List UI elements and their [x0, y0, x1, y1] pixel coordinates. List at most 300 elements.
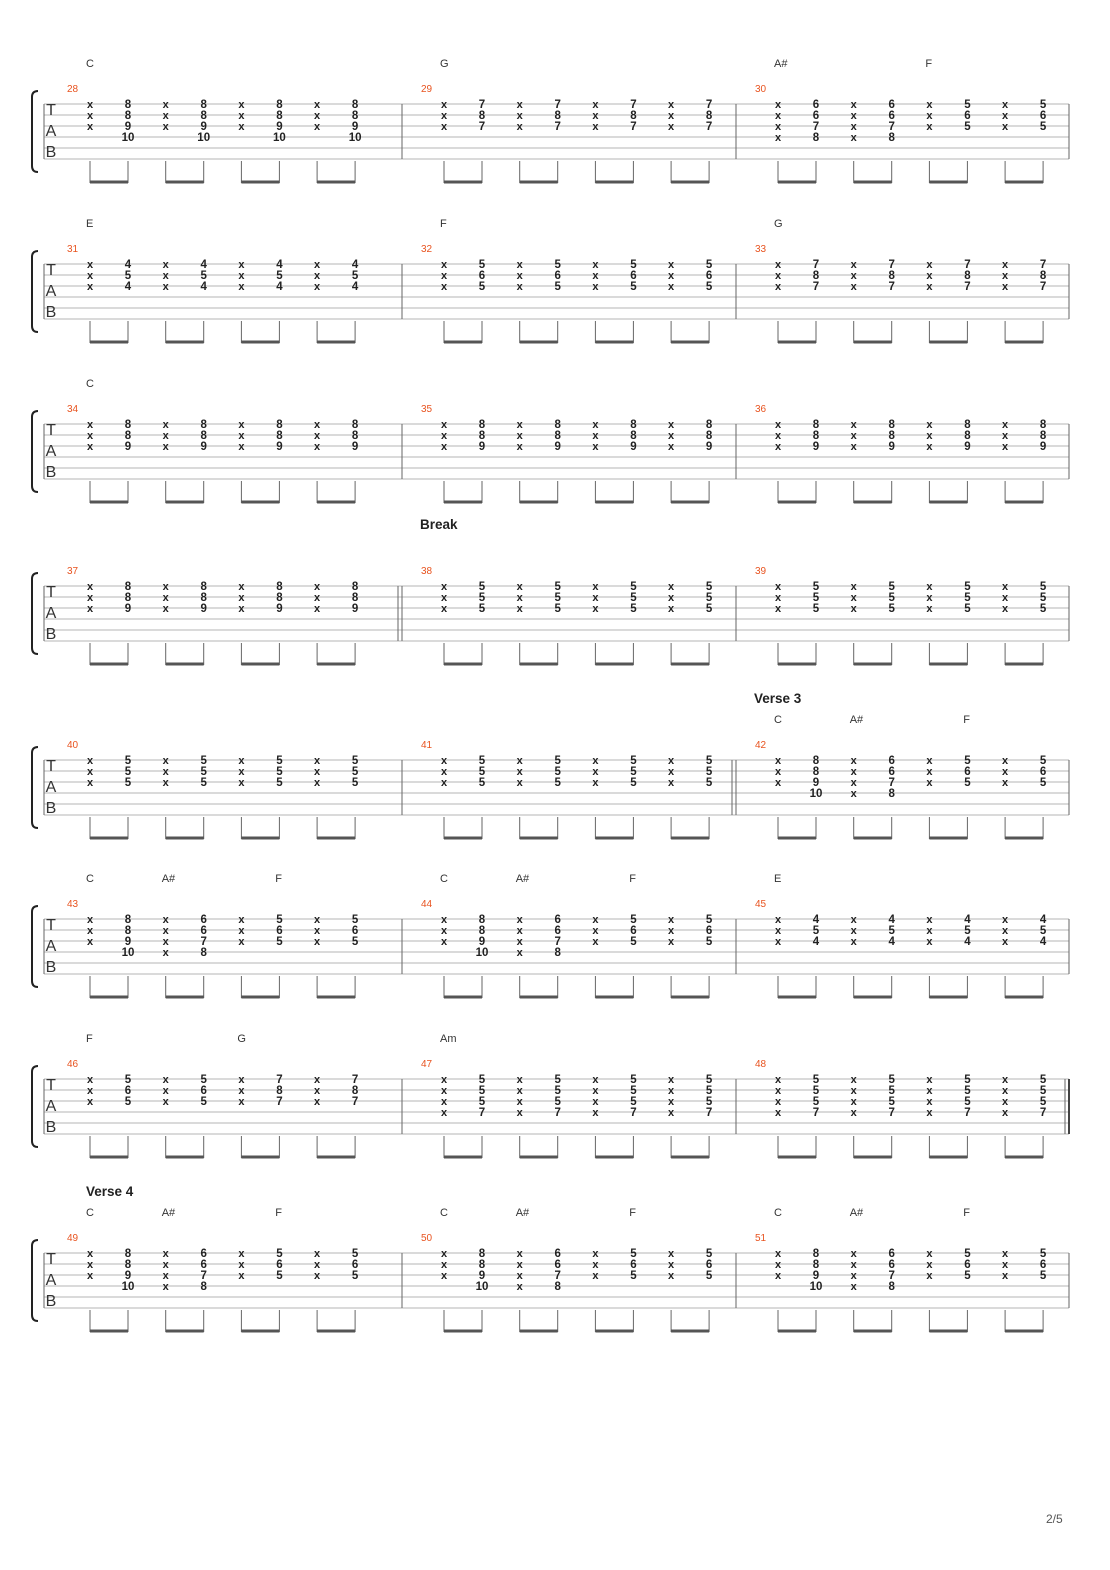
fret-number: 8 — [812, 430, 820, 442]
fret-number: 5 — [812, 1085, 820, 1097]
fret-number: 8 — [200, 1281, 207, 1293]
fret-number: 5 — [888, 592, 895, 604]
fret-number: 8 — [276, 419, 283, 431]
muted-note: x — [162, 99, 169, 111]
fret-number: 10 — [809, 788, 823, 800]
muted-note: x — [592, 281, 599, 293]
fret-number: 5 — [554, 592, 561, 604]
muted-note: x — [1002, 914, 1009, 926]
fret-number: 5 — [200, 270, 207, 282]
muted-note: x — [850, 430, 857, 442]
muted-note: x — [516, 281, 523, 293]
fret-number: 9 — [276, 121, 283, 133]
muted-note: x — [592, 581, 599, 593]
fret-number: 5 — [1039, 1248, 1047, 1260]
muted-note: x — [926, 270, 933, 282]
fret-number: 8 — [200, 110, 207, 122]
measure-number: 37 — [67, 566, 79, 577]
fret-number: 10 — [348, 132, 362, 144]
muted-note: x — [86, 419, 94, 431]
fret-number: 7 — [964, 1107, 971, 1119]
measure-number: 31 — [67, 244, 79, 255]
muted-note: x — [668, 777, 675, 789]
fret-number: 5 — [812, 925, 820, 937]
fret-number: 5 — [478, 777, 486, 789]
muted-note: x — [668, 441, 675, 453]
muted-note: x — [926, 99, 933, 111]
chord-name: F — [440, 218, 447, 230]
muted-note: x — [668, 270, 675, 282]
muted-note: x — [516, 259, 523, 271]
fret-number: 6 — [888, 766, 895, 778]
muted-note: x — [314, 914, 321, 926]
fret-number: 8 — [351, 430, 359, 442]
muted-note: x — [668, 755, 675, 767]
muted-note: x — [926, 281, 933, 293]
muted-note: x — [850, 766, 857, 778]
fret-number: 5 — [124, 270, 132, 282]
tab-clef-letter: T — [46, 917, 56, 934]
muted-note: x — [516, 270, 523, 282]
fret-number: 5 — [1039, 121, 1047, 133]
muted-note: x — [440, 592, 448, 604]
muted-note: x — [926, 925, 933, 937]
fret-number: 7 — [200, 936, 207, 948]
fret-number: 6 — [812, 110, 820, 122]
fret-number: 9 — [812, 777, 820, 789]
chord-name: F — [275, 1207, 282, 1219]
muted-note: x — [162, 419, 169, 431]
fret-number: 4 — [200, 281, 207, 293]
muted-note: x — [86, 1248, 94, 1260]
fret-number: 7 — [554, 121, 561, 133]
fret-number: 7 — [630, 99, 637, 111]
fret-number: 4 — [812, 914, 820, 926]
muted-note: x — [1002, 1085, 1009, 1097]
fret-number: 8 — [554, 1281, 561, 1293]
muted-note: x — [238, 1096, 245, 1108]
muted-note: x — [86, 925, 94, 937]
muted-note: x — [668, 110, 675, 122]
fret-number: 6 — [888, 110, 895, 122]
tab-clef-letter: B — [45, 626, 57, 643]
fret-number: 6 — [200, 1259, 207, 1271]
muted-note: x — [238, 766, 245, 778]
muted-note: x — [774, 581, 782, 593]
chord-name: C — [86, 378, 94, 390]
fret-number: 5 — [964, 99, 971, 111]
muted-note: x — [86, 1270, 94, 1282]
muted-note: x — [592, 592, 599, 604]
muted-note: x — [774, 1259, 782, 1271]
fret-number: 6 — [351, 1259, 359, 1271]
measure-number: 48 — [755, 1059, 767, 1070]
fret-number: 5 — [705, 259, 713, 271]
fret-number: 7 — [200, 1270, 207, 1282]
muted-note: x — [516, 441, 523, 453]
fret-number: 8 — [276, 581, 283, 593]
muted-note: x — [162, 914, 169, 926]
fret-number: 5 — [964, 777, 971, 789]
fret-number: 9 — [478, 936, 486, 948]
muted-note: x — [774, 925, 782, 937]
muted-note: x — [86, 755, 94, 767]
tab-clef-letter: A — [45, 123, 57, 140]
muted-note: x — [668, 1259, 675, 1271]
muted-note: x — [774, 121, 782, 133]
fret-number: 9 — [478, 1270, 486, 1282]
muted-note: x — [592, 121, 599, 133]
fret-number: 7 — [812, 259, 820, 271]
measure-number: 51 — [755, 1233, 767, 1244]
fret-number: 7 — [812, 1107, 820, 1119]
fret-number: 6 — [554, 270, 561, 282]
fret-number: 5 — [351, 777, 359, 789]
chord-name: A# — [161, 873, 176, 885]
measure-number: 29 — [421, 84, 433, 95]
muted-note: x — [162, 766, 169, 778]
muted-note: x — [440, 441, 448, 453]
muted-note: x — [926, 1259, 933, 1271]
muted-note: x — [774, 603, 782, 615]
tab-clef-letter: A — [45, 779, 57, 796]
fret-number: 7 — [630, 121, 637, 133]
fret-number: 6 — [554, 1259, 561, 1271]
muted-note: x — [1002, 592, 1009, 604]
fret-number: 9 — [888, 441, 895, 453]
muted-note: x — [516, 1096, 523, 1108]
fret-number: 4 — [200, 259, 207, 271]
fret-number: 7 — [812, 121, 820, 133]
fret-number: 6 — [630, 270, 637, 282]
fret-number: 8 — [1039, 430, 1047, 442]
muted-note: x — [238, 270, 245, 282]
muted-note: x — [850, 1085, 857, 1097]
muted-note: x — [926, 1074, 933, 1086]
muted-note: x — [1002, 755, 1009, 767]
measure-number: 41 — [421, 740, 433, 751]
fret-number: 5 — [630, 281, 637, 293]
fret-number: 4 — [124, 259, 132, 271]
fret-number: 5 — [478, 1085, 486, 1097]
fret-number: 5 — [554, 281, 561, 293]
fret-number: 5 — [888, 925, 895, 937]
muted-note: x — [774, 430, 782, 442]
muted-note: x — [668, 1074, 675, 1086]
fret-number: 7 — [888, 777, 895, 789]
chord-name: C — [440, 873, 448, 885]
fret-number: 8 — [200, 430, 207, 442]
muted-note: x — [926, 121, 933, 133]
muted-note: x — [850, 581, 857, 593]
fret-number: 5 — [351, 766, 359, 778]
fret-number: 4 — [812, 936, 820, 948]
muted-note: x — [238, 259, 245, 271]
muted-note: x — [162, 1259, 169, 1271]
fret-number: 8 — [124, 419, 132, 431]
muted-note: x — [668, 914, 675, 926]
fret-number: 9 — [351, 441, 359, 453]
fret-number: 8 — [351, 110, 359, 122]
chord-name: G — [440, 58, 449, 70]
muted-note: x — [774, 419, 782, 431]
muted-note: x — [1002, 430, 1009, 442]
muted-note: x — [162, 603, 169, 615]
fret-number: 5 — [276, 936, 283, 948]
fret-number: 9 — [124, 936, 132, 948]
fret-number: 5 — [1039, 1096, 1047, 1108]
chord-name: A# — [849, 714, 864, 726]
muted-note: x — [1002, 1248, 1009, 1260]
muted-note: x — [440, 1107, 448, 1119]
muted-note: x — [516, 1270, 523, 1282]
fret-number: 5 — [478, 592, 486, 604]
fret-number: 4 — [1039, 936, 1047, 948]
muted-note: x — [1002, 99, 1009, 111]
muted-note: x — [238, 99, 245, 111]
fret-number: 7 — [705, 121, 713, 133]
fret-number: 8 — [554, 419, 561, 431]
fret-number: 4 — [964, 936, 971, 948]
fret-number: 9 — [276, 603, 283, 615]
muted-note: x — [668, 592, 675, 604]
muted-note: x — [592, 99, 599, 111]
fret-number: 8 — [200, 99, 207, 111]
fret-number: 5 — [705, 755, 713, 767]
muted-note: x — [86, 121, 94, 133]
tab-clef-letter: A — [45, 443, 57, 460]
muted-note: x — [86, 914, 94, 926]
muted-note: x — [440, 1085, 448, 1097]
muted-note: x — [440, 99, 448, 111]
fret-number: 10 — [121, 1281, 135, 1293]
muted-note: x — [86, 766, 94, 778]
fret-number: 5 — [630, 1248, 637, 1260]
fret-number: 8 — [705, 110, 713, 122]
muted-note: x — [162, 592, 169, 604]
fret-number: 5 — [124, 1096, 132, 1108]
muted-note: x — [238, 777, 245, 789]
muted-note: x — [440, 766, 448, 778]
muted-note: x — [314, 110, 321, 122]
muted-note: x — [1002, 281, 1009, 293]
fret-number: 5 — [124, 777, 132, 789]
fret-number: 9 — [124, 603, 132, 615]
fret-number: 7 — [478, 99, 486, 111]
fret-number: 5 — [200, 1096, 207, 1108]
muted-note: x — [1002, 110, 1009, 122]
fret-number: 8 — [124, 1248, 132, 1260]
fret-number: 5 — [630, 603, 637, 615]
fret-number: 8 — [351, 592, 359, 604]
fret-number: 8 — [478, 1259, 486, 1271]
measure-number: 39 — [755, 566, 767, 577]
muted-note: x — [162, 1085, 169, 1097]
muted-note: x — [926, 914, 933, 926]
fret-number: 5 — [964, 581, 971, 593]
muted-note: x — [516, 936, 523, 948]
muted-note: x — [238, 914, 245, 926]
muted-note: x — [592, 1248, 599, 1260]
fret-number: 7 — [478, 1107, 486, 1119]
muted-note: x — [774, 936, 782, 948]
muted-note: x — [86, 936, 94, 948]
muted-note: x — [516, 1107, 523, 1119]
fret-number: 5 — [554, 603, 561, 615]
muted-note: x — [314, 592, 321, 604]
muted-note: x — [440, 581, 448, 593]
fret-number: 4 — [276, 259, 283, 271]
muted-note: x — [314, 419, 321, 431]
fret-number: 7 — [1039, 259, 1047, 271]
muted-note: x — [162, 1248, 169, 1260]
muted-note: x — [774, 99, 782, 111]
fret-number: 7 — [888, 259, 895, 271]
muted-note: x — [774, 755, 782, 767]
muted-note: x — [314, 925, 321, 937]
fret-number: 10 — [121, 947, 135, 959]
fret-number: 8 — [124, 925, 132, 937]
fret-number: 6 — [200, 1248, 207, 1260]
fret-number: 6 — [705, 270, 713, 282]
measure-number: 38 — [421, 566, 433, 577]
muted-note: x — [86, 270, 94, 282]
fret-number: 5 — [1039, 777, 1047, 789]
fret-number: 8 — [705, 430, 713, 442]
muted-note: x — [86, 581, 94, 593]
muted-note: x — [440, 777, 448, 789]
muted-note: x — [314, 430, 321, 442]
muted-note: x — [314, 1259, 321, 1271]
muted-note: x — [850, 110, 857, 122]
chord-name: E — [774, 873, 782, 885]
fret-number: 5 — [1039, 1270, 1047, 1282]
muted-note: x — [668, 430, 675, 442]
muted-note: x — [516, 419, 523, 431]
fret-number: 8 — [276, 1085, 283, 1097]
measure-number: 47 — [421, 1059, 433, 1070]
fret-number: 5 — [276, 1248, 283, 1260]
chord-name: A# — [515, 1207, 530, 1219]
fret-number: 5 — [630, 1096, 637, 1108]
fret-number: 5 — [964, 592, 971, 604]
muted-note: x — [516, 755, 523, 767]
fret-number: 8 — [812, 132, 820, 144]
fret-number: 5 — [888, 1096, 895, 1108]
muted-note: x — [1002, 925, 1009, 937]
fret-number: 5 — [705, 1096, 713, 1108]
muted-note: x — [668, 936, 675, 948]
muted-note: x — [668, 1270, 675, 1282]
muted-note: x — [668, 603, 675, 615]
muted-note: x — [516, 1248, 523, 1260]
fret-number: 8 — [1039, 419, 1047, 431]
muted-note: x — [592, 430, 599, 442]
fret-number: 5 — [964, 603, 971, 615]
fret-number: 5 — [705, 281, 713, 293]
fret-number: 6 — [276, 925, 283, 937]
fret-number: 9 — [812, 1270, 820, 1282]
fret-number: 4 — [888, 914, 895, 926]
fret-number: 9 — [554, 441, 561, 453]
muted-note: x — [440, 1270, 448, 1282]
muted-note: x — [440, 430, 448, 442]
fret-number: 8 — [888, 788, 895, 800]
fret-number: 9 — [964, 441, 971, 453]
muted-note: x — [926, 936, 933, 948]
muted-note: x — [774, 441, 782, 453]
fret-number: 5 — [1039, 592, 1047, 604]
muted-note: x — [774, 1107, 782, 1119]
muted-note: x — [86, 281, 94, 293]
tab-clef-letter: T — [46, 1077, 56, 1094]
muted-note: x — [850, 441, 857, 453]
muted-note: x — [516, 121, 523, 133]
fret-number: 8 — [276, 430, 283, 442]
muted-note: x — [314, 99, 321, 111]
measure-number: 45 — [755, 899, 767, 910]
fret-number: 4 — [964, 914, 971, 926]
fret-number: 5 — [705, 1074, 713, 1086]
measure-number: 42 — [755, 740, 767, 751]
muted-note: x — [926, 777, 933, 789]
muted-note: x — [314, 441, 321, 453]
muted-note: x — [1002, 270, 1009, 282]
fret-number: 8 — [124, 1259, 132, 1271]
fret-number: 8 — [200, 947, 207, 959]
tab-clef-letter: B — [45, 1293, 57, 1310]
muted-note: x — [86, 777, 94, 789]
fret-number: 5 — [630, 592, 637, 604]
muted-note: x — [1002, 259, 1009, 271]
fret-number: 8 — [478, 419, 486, 431]
chord-name: G — [774, 218, 783, 230]
muted-note: x — [668, 99, 675, 111]
muted-note: x — [592, 603, 599, 615]
muted-note: x — [516, 777, 523, 789]
muted-note: x — [238, 592, 245, 604]
muted-note: x — [926, 603, 933, 615]
fret-number: 5 — [478, 603, 486, 615]
fret-number: 5 — [705, 603, 713, 615]
fret-number: 5 — [964, 925, 971, 937]
muted-note: x — [926, 1085, 933, 1097]
fret-number: 4 — [124, 281, 132, 293]
fret-number: 5 — [705, 777, 713, 789]
fret-number: 5 — [276, 755, 283, 767]
chord-name: C — [774, 1207, 782, 1219]
fret-number: 8 — [812, 270, 820, 282]
fret-number: 8 — [276, 99, 283, 111]
fret-number: 10 — [809, 1281, 823, 1293]
chord-name: C — [440, 1207, 448, 1219]
fret-number: 5 — [554, 1085, 561, 1097]
fret-number: 4 — [1039, 914, 1047, 926]
fret-number: 8 — [812, 1248, 820, 1260]
fret-number: 8 — [124, 99, 132, 111]
fret-number: 9 — [351, 121, 359, 133]
muted-note: x — [850, 788, 857, 800]
fret-number: 8 — [964, 270, 971, 282]
muted-note: x — [440, 925, 448, 937]
fret-number: 6 — [964, 1259, 971, 1271]
muted-note: x — [238, 110, 245, 122]
fret-number: 8 — [478, 430, 486, 442]
fret-number: 9 — [124, 441, 132, 453]
muted-note: x — [926, 110, 933, 122]
muted-note: x — [850, 1107, 857, 1119]
muted-note: x — [592, 1074, 599, 1086]
